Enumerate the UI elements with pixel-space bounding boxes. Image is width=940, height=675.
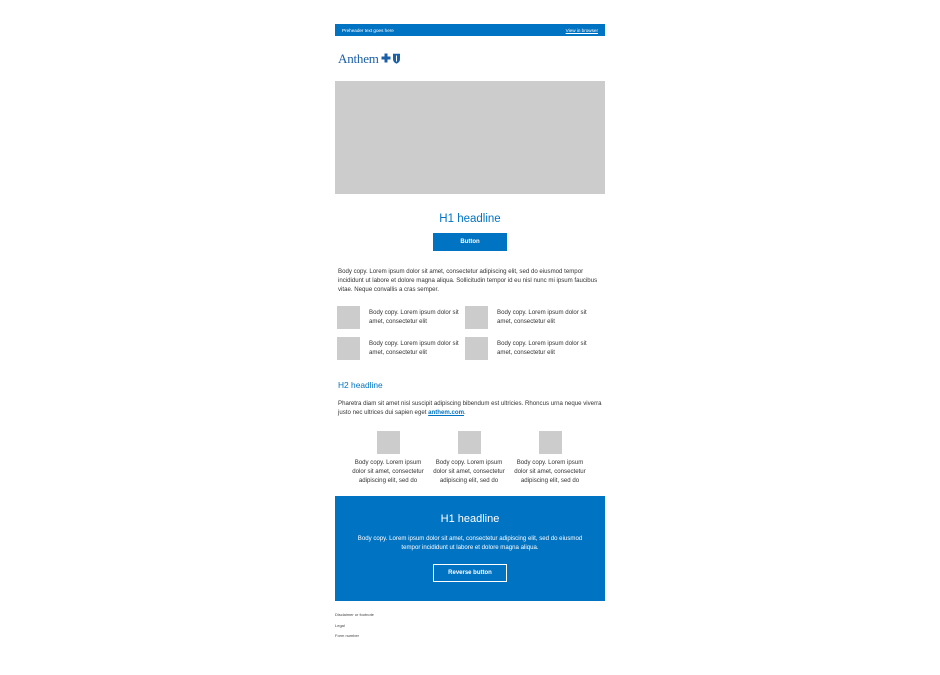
anthem-link[interactable]: anthem.com xyxy=(428,409,465,416)
thumbnail-image xyxy=(337,306,360,329)
grid-item xyxy=(465,306,593,329)
h1-headline: H1 headline xyxy=(439,213,501,225)
grid-item-text: Body copy. Lorem ipsum dolor sit amet, consectetur adipiscing elit, sed do xyxy=(433,459,505,484)
logo[interactable] xyxy=(335,36,605,81)
two-column-grid xyxy=(335,294,605,360)
thumbnail-image xyxy=(539,431,562,454)
grid-item-text: Body copy. Lorem ipsum dolor sit amet, consectetur elit xyxy=(369,309,459,325)
grid-item-text: Body copy. Lorem ipsum dolor sit amet, consectetur elit xyxy=(497,309,587,325)
hero-image xyxy=(335,81,605,194)
three-column-grid xyxy=(335,417,605,485)
grid-item-text: Body copy. Lorem ipsum dolor sit amet, consectetur adipiscing elit, sed do xyxy=(514,459,586,484)
thumbnail-image xyxy=(337,337,360,360)
h1-section xyxy=(335,194,605,251)
grid-item xyxy=(352,431,424,485)
grid-item-text: Body copy. Lorem ipsum dolor sit amet, consectetur elit xyxy=(369,340,459,356)
cross-shield-icon xyxy=(381,53,401,64)
grid-item xyxy=(337,337,465,360)
cta-section xyxy=(335,496,605,601)
disclaimer-text: Disclaimer or footnote xyxy=(335,612,374,617)
logo-text: Anthem xyxy=(338,50,379,66)
grid-item xyxy=(465,337,593,360)
intro-body-copy: Body copy. Lorem ipsum dolor sit amet, consectetur adipiscing elit, sed do eiusmod tempor incididunt ut labore et dolore magna aliqua. Sollicitudin tempor id eu nisl nunc mi ipsum faucibus vitae. Neque convallis a cras semper. xyxy=(338,268,598,293)
h2-headline: H2 headline xyxy=(338,380,383,390)
grid-item xyxy=(337,306,465,329)
email-container xyxy=(335,24,605,644)
preheader-text: Preheader text goes here xyxy=(342,27,394,33)
grid-item-text: Body copy. Lorem ipsum dolor sit amet, consectetur elit xyxy=(497,340,587,356)
form-number-text: Form number xyxy=(335,633,360,638)
legal-text: Legal xyxy=(335,622,345,628)
thumbnail-image xyxy=(465,306,488,329)
thumbnail-image xyxy=(465,337,488,360)
primary-button[interactable]: Button xyxy=(433,233,507,251)
preheader-bar xyxy=(335,24,605,36)
footer xyxy=(335,601,605,644)
thumbnail-image xyxy=(458,431,481,454)
h2-body-text: Pharetra diam sit amet nisl suscipit adipiscing bibendum est ultricies. Rhoncus urna neque viverra justo nec ultrices dui sapien eget xyxy=(338,400,602,416)
grid-item xyxy=(433,431,505,485)
grid-item-text: Body copy. Lorem ipsum dolor sit amet, consectetur adipiscing elit, sed do xyxy=(352,459,424,484)
cta-body-copy: Body copy. Lorem ipsum dolor sit amet, consectetur adipiscing elit, sed do eiusmod tempor incididunt ut labore et dolore magna aliqua. xyxy=(357,535,583,551)
reverse-button[interactable]: Reverse button xyxy=(433,564,507,582)
grid-item xyxy=(514,431,586,485)
cta-headline: H1 headline xyxy=(440,513,500,525)
h2-body-copy xyxy=(335,390,605,417)
thumbnail-image xyxy=(377,431,400,454)
h2-body-end: . xyxy=(464,409,466,416)
view-in-browser-link[interactable]: View in browser xyxy=(565,27,598,33)
